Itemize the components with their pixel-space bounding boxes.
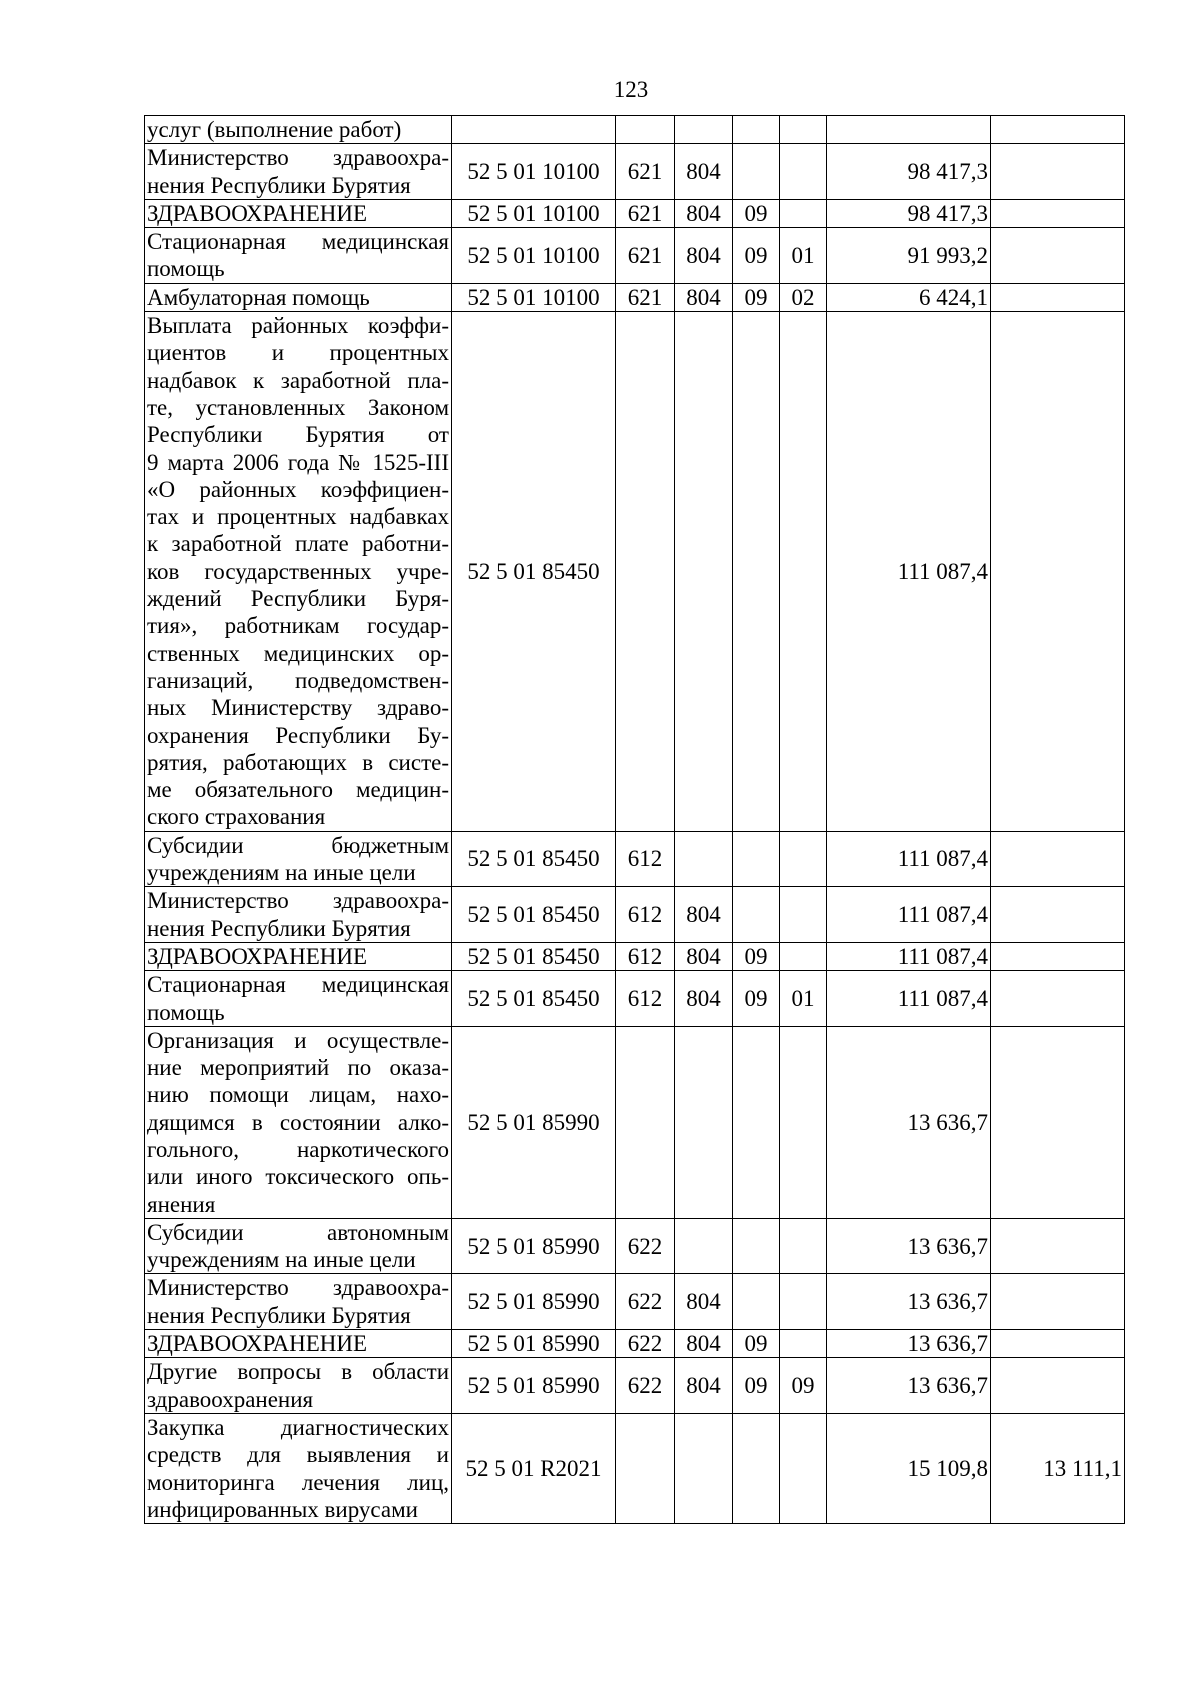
target-article-cell: 52 5 01 85990 xyxy=(452,1330,616,1358)
item-name-line: нения Республики Бурятия xyxy=(147,172,411,198)
ministry-code-cell: 804 xyxy=(675,199,733,227)
item-name-line: помощь xyxy=(147,999,225,1025)
amount-cell: 111 087,4 xyxy=(827,971,991,1027)
table-row xyxy=(145,116,1125,144)
item-name-line: помощь xyxy=(147,256,225,282)
item-name-line: учреждениям на иные цели xyxy=(147,860,416,886)
federal-amount-cell xyxy=(991,971,1125,1027)
target-article-cell: 52 5 01 85450 xyxy=(452,971,616,1027)
federal-amount-cell xyxy=(991,228,1125,284)
item-name-line: ме обязательного медицин- xyxy=(147,777,449,803)
section-cell xyxy=(733,116,780,144)
amount-cell: 111 087,4 xyxy=(827,887,991,943)
target-article-cell: 52 5 01 85450 xyxy=(452,887,616,943)
item-name-line: 9 марта 2006 года № 1525-III xyxy=(147,449,449,475)
item-name-line: Амбулаторная помощь xyxy=(147,284,370,310)
item-name-line: ных Министерству здраво- xyxy=(147,695,449,721)
section-cell xyxy=(733,144,780,200)
item-name-cell xyxy=(145,116,452,144)
table-row xyxy=(145,144,1125,200)
table-body xyxy=(145,116,1125,1524)
expense-type-cell: 612 xyxy=(616,887,675,943)
section-cell xyxy=(733,1026,780,1218)
ministry-code-cell: 804 xyxy=(675,971,733,1027)
amount-cell: 98 417,3 xyxy=(827,199,991,227)
item-name-line: Субсидии автономным xyxy=(147,1219,449,1245)
section-cell: 09 xyxy=(733,971,780,1027)
subsection-cell xyxy=(780,1330,827,1358)
subsection-cell xyxy=(780,887,827,943)
subsection-cell: 09 xyxy=(780,1358,827,1414)
item-name-cell xyxy=(145,887,452,943)
item-name-line: гольного, наркотического xyxy=(147,1136,449,1162)
amount-cell: 111 087,4 xyxy=(827,831,991,887)
expense-type-cell: 622 xyxy=(616,1218,675,1274)
table-row xyxy=(145,1413,1125,1523)
item-name-line: Министерство здравоохра- xyxy=(147,888,449,914)
target-article-cell: 52 5 01 10100 xyxy=(452,228,616,284)
table-row xyxy=(145,1218,1125,1274)
ministry-code-cell: 804 xyxy=(675,228,733,284)
table-row xyxy=(145,1274,1125,1330)
expense-type-cell: 622 xyxy=(616,1330,675,1358)
federal-amount-cell xyxy=(991,144,1125,200)
table-row xyxy=(145,283,1125,311)
item-name-line: Организация и осуществле- xyxy=(147,1027,449,1053)
subsection-cell xyxy=(780,312,827,832)
ministry-code-cell xyxy=(675,1413,733,1523)
subsection-cell xyxy=(780,831,827,887)
target-article-cell: 52 5 01 85990 xyxy=(452,1274,616,1330)
ministry-code-cell: 804 xyxy=(675,144,733,200)
subsection-cell xyxy=(780,199,827,227)
ministry-code-cell xyxy=(675,116,733,144)
amount-cell: 13 636,7 xyxy=(827,1026,991,1218)
item-name-cell xyxy=(145,144,452,200)
item-name-line: Стационарная медицинская xyxy=(147,229,449,255)
item-name-cell xyxy=(145,1026,452,1218)
item-name-line: Стационарная медицинская xyxy=(147,972,449,998)
item-name-line: Республики Бурятия от xyxy=(147,422,449,448)
item-name-line: циентов и процентных xyxy=(147,340,449,366)
expense-type-cell xyxy=(616,116,675,144)
item-name-line: ганизаций, подведомствен- xyxy=(147,667,449,693)
expense-type-cell: 612 xyxy=(616,831,675,887)
ministry-code-cell xyxy=(675,831,733,887)
target-article-cell: 52 5 01 R2021 xyxy=(452,1413,616,1523)
item-name-line: охранения Республики Бу- xyxy=(147,722,449,748)
subsection-cell xyxy=(780,1026,827,1218)
table-row xyxy=(145,228,1125,284)
section-cell xyxy=(733,831,780,887)
target-article-cell: 52 5 01 85990 xyxy=(452,1218,616,1274)
amount-cell: 111 087,4 xyxy=(827,312,991,832)
expense-type-cell xyxy=(616,312,675,832)
item-name-line: те, установленных Законом xyxy=(147,394,449,420)
item-name-cell xyxy=(145,1218,452,1274)
subsection-cell xyxy=(780,1274,827,1330)
item-name-cell xyxy=(145,831,452,887)
target-article-cell: 52 5 01 85990 xyxy=(452,1358,616,1414)
section-cell: 09 xyxy=(733,199,780,227)
item-name-line: ЗДРАВООХРАНЕНИЕ xyxy=(147,200,368,226)
item-name-line: тах и процентных надбавках xyxy=(147,504,449,530)
item-name-line: ЗДРАВООХРАНЕНИЕ xyxy=(147,1331,368,1357)
target-article-cell: 52 5 01 85450 xyxy=(452,942,616,970)
item-name-line: янения xyxy=(147,1191,216,1217)
item-name-line: ждений Республики Буря- xyxy=(147,586,449,612)
subsection-cell xyxy=(780,116,827,144)
item-name-cell xyxy=(145,228,452,284)
item-name-cell xyxy=(145,283,452,311)
federal-amount-cell xyxy=(991,1358,1125,1414)
table-row xyxy=(145,831,1125,887)
federal-amount-cell xyxy=(991,887,1125,943)
federal-amount-cell xyxy=(991,831,1125,887)
expense-type-cell: 621 xyxy=(616,199,675,227)
item-name-cell xyxy=(145,312,452,832)
item-name-line: нения Республики Бурятия xyxy=(147,1302,411,1328)
item-name-line: учреждениям на иные цели xyxy=(147,1247,416,1273)
expense-type-cell: 612 xyxy=(616,971,675,1027)
target-article-cell: 52 5 01 85450 xyxy=(452,831,616,887)
item-name-cell xyxy=(145,1358,452,1414)
section-cell: 09 xyxy=(733,1358,780,1414)
amount-cell: 13 636,7 xyxy=(827,1218,991,1274)
target-article-cell: 52 5 01 10100 xyxy=(452,283,616,311)
section-cell: 09 xyxy=(733,942,780,970)
expense-type-cell xyxy=(616,1413,675,1523)
item-name-line: услуг (выполнение работ) xyxy=(147,117,402,142)
item-name-cell xyxy=(145,199,452,227)
section-cell: 09 xyxy=(733,228,780,284)
item-name-cell xyxy=(145,1330,452,1358)
section-cell xyxy=(733,1218,780,1274)
section-cell: 09 xyxy=(733,1330,780,1358)
amount-cell: 111 087,4 xyxy=(827,942,991,970)
expense-type-cell: 622 xyxy=(616,1274,675,1330)
subsection-cell: 01 xyxy=(780,971,827,1027)
item-name-line: Другие вопросы в области xyxy=(147,1359,449,1385)
federal-amount-cell xyxy=(991,116,1125,144)
target-article-cell: 52 5 01 10100 xyxy=(452,199,616,227)
expense-type-cell: 621 xyxy=(616,228,675,284)
subsection-cell xyxy=(780,1218,827,1274)
subsection-cell xyxy=(780,1413,827,1523)
ministry-code-cell: 804 xyxy=(675,942,733,970)
item-name-line: средств для выявления и xyxy=(147,1442,449,1468)
item-name-line: рятия, работающих в систе- xyxy=(147,749,449,775)
table-row xyxy=(145,942,1125,970)
amount-cell: 13 636,7 xyxy=(827,1274,991,1330)
ministry-code-cell: 804 xyxy=(675,1358,733,1414)
subsection-cell xyxy=(780,144,827,200)
item-name-line: к заработной плате работни- xyxy=(147,531,449,557)
item-name-line: нения Республики Бурятия xyxy=(147,915,411,941)
item-name-line: «О районных коэффициен- xyxy=(147,476,449,502)
federal-amount-cell xyxy=(991,1218,1125,1274)
amount-cell: 98 417,3 xyxy=(827,144,991,200)
item-name-line: Министерство здравоохра- xyxy=(147,145,449,171)
target-article-cell: 52 5 01 10100 xyxy=(452,144,616,200)
amount-cell: 15 109,8 xyxy=(827,1413,991,1523)
federal-amount-cell xyxy=(991,283,1125,311)
section-cell xyxy=(733,312,780,832)
item-name-line: ЗДРАВООХРАНЕНИЕ xyxy=(147,943,368,969)
item-name-line: надбавок к заработной пла- xyxy=(147,367,449,393)
table-row xyxy=(145,971,1125,1027)
item-name-cell xyxy=(145,942,452,970)
item-name-line: Закупка диагностических xyxy=(147,1414,449,1440)
item-name-line: тия», работникам государ- xyxy=(147,613,449,639)
amount-cell: 6 424,1 xyxy=(827,283,991,311)
ministry-code-cell: 804 xyxy=(675,283,733,311)
ministry-code-cell: 804 xyxy=(675,887,733,943)
item-name-cell xyxy=(145,971,452,1027)
federal-amount-cell xyxy=(991,1026,1125,1218)
item-name-line: ственных медицинских ор- xyxy=(147,640,449,666)
ministry-code-cell: 804 xyxy=(675,1274,733,1330)
table-row xyxy=(145,199,1125,227)
amount-cell: 91 993,2 xyxy=(827,228,991,284)
expense-type-cell: 612 xyxy=(616,942,675,970)
federal-amount-cell xyxy=(991,1274,1125,1330)
ministry-code-cell xyxy=(675,1218,733,1274)
table-row xyxy=(145,1026,1125,1218)
target-article-cell: 52 5 01 85990 xyxy=(452,1026,616,1218)
item-name-cell xyxy=(145,1413,452,1523)
item-name-line: мониторинга лечения лиц, xyxy=(147,1469,449,1495)
item-name-line: дящимся в состоянии алко- xyxy=(147,1109,449,1135)
subsection-cell: 01 xyxy=(780,228,827,284)
expense-type-cell xyxy=(616,1026,675,1218)
table-row xyxy=(145,1358,1125,1414)
expense-type-cell: 621 xyxy=(616,144,675,200)
amount-cell xyxy=(827,116,991,144)
section-cell: 09 xyxy=(733,283,780,311)
item-name-line: инфицированных вирусами xyxy=(147,1496,418,1522)
item-name-line: нию помощи лицам, нахо- xyxy=(147,1082,449,1108)
item-name-line: Министерство здравоохра- xyxy=(147,1275,449,1301)
federal-amount-cell xyxy=(991,312,1125,832)
section-cell xyxy=(733,1274,780,1330)
table-row xyxy=(145,887,1125,943)
amount-cell: 13 636,7 xyxy=(827,1358,991,1414)
table-row xyxy=(145,312,1125,832)
section-cell xyxy=(733,1413,780,1523)
federal-amount-cell: 13 111,1 xyxy=(991,1413,1125,1523)
table-row xyxy=(145,1330,1125,1358)
subsection-cell: 02 xyxy=(780,283,827,311)
federal-amount-cell xyxy=(991,1330,1125,1358)
expense-type-cell: 622 xyxy=(616,1358,675,1414)
ministry-code-cell xyxy=(675,312,733,832)
expense-type-cell: 621 xyxy=(616,283,675,311)
item-name-cell xyxy=(145,1274,452,1330)
ministry-code-cell: 804 xyxy=(675,1330,733,1358)
target-article-cell: 52 5 01 85450 xyxy=(452,312,616,832)
item-name-line: Выплата районных коэффи- xyxy=(147,313,449,339)
subsection-cell xyxy=(780,942,827,970)
ministry-code-cell xyxy=(675,1026,733,1218)
item-name-line: ков государственных учре- xyxy=(147,558,449,584)
item-name-line: или иного токсического опь- xyxy=(147,1164,449,1190)
amount-cell: 13 636,7 xyxy=(827,1330,991,1358)
budget-table xyxy=(144,115,1125,1524)
target-article-cell xyxy=(452,116,616,144)
federal-amount-cell xyxy=(991,942,1125,970)
item-name-line: ние мероприятий по оказа- xyxy=(147,1055,449,1081)
item-name-line: Субсидии бюджетным xyxy=(147,832,449,858)
item-name-line: здравоохранения xyxy=(147,1386,314,1412)
federal-amount-cell xyxy=(991,199,1125,227)
page-number: 123 xyxy=(613,77,649,102)
section-cell xyxy=(733,887,780,943)
item-name-line: ского страхования xyxy=(147,804,326,830)
